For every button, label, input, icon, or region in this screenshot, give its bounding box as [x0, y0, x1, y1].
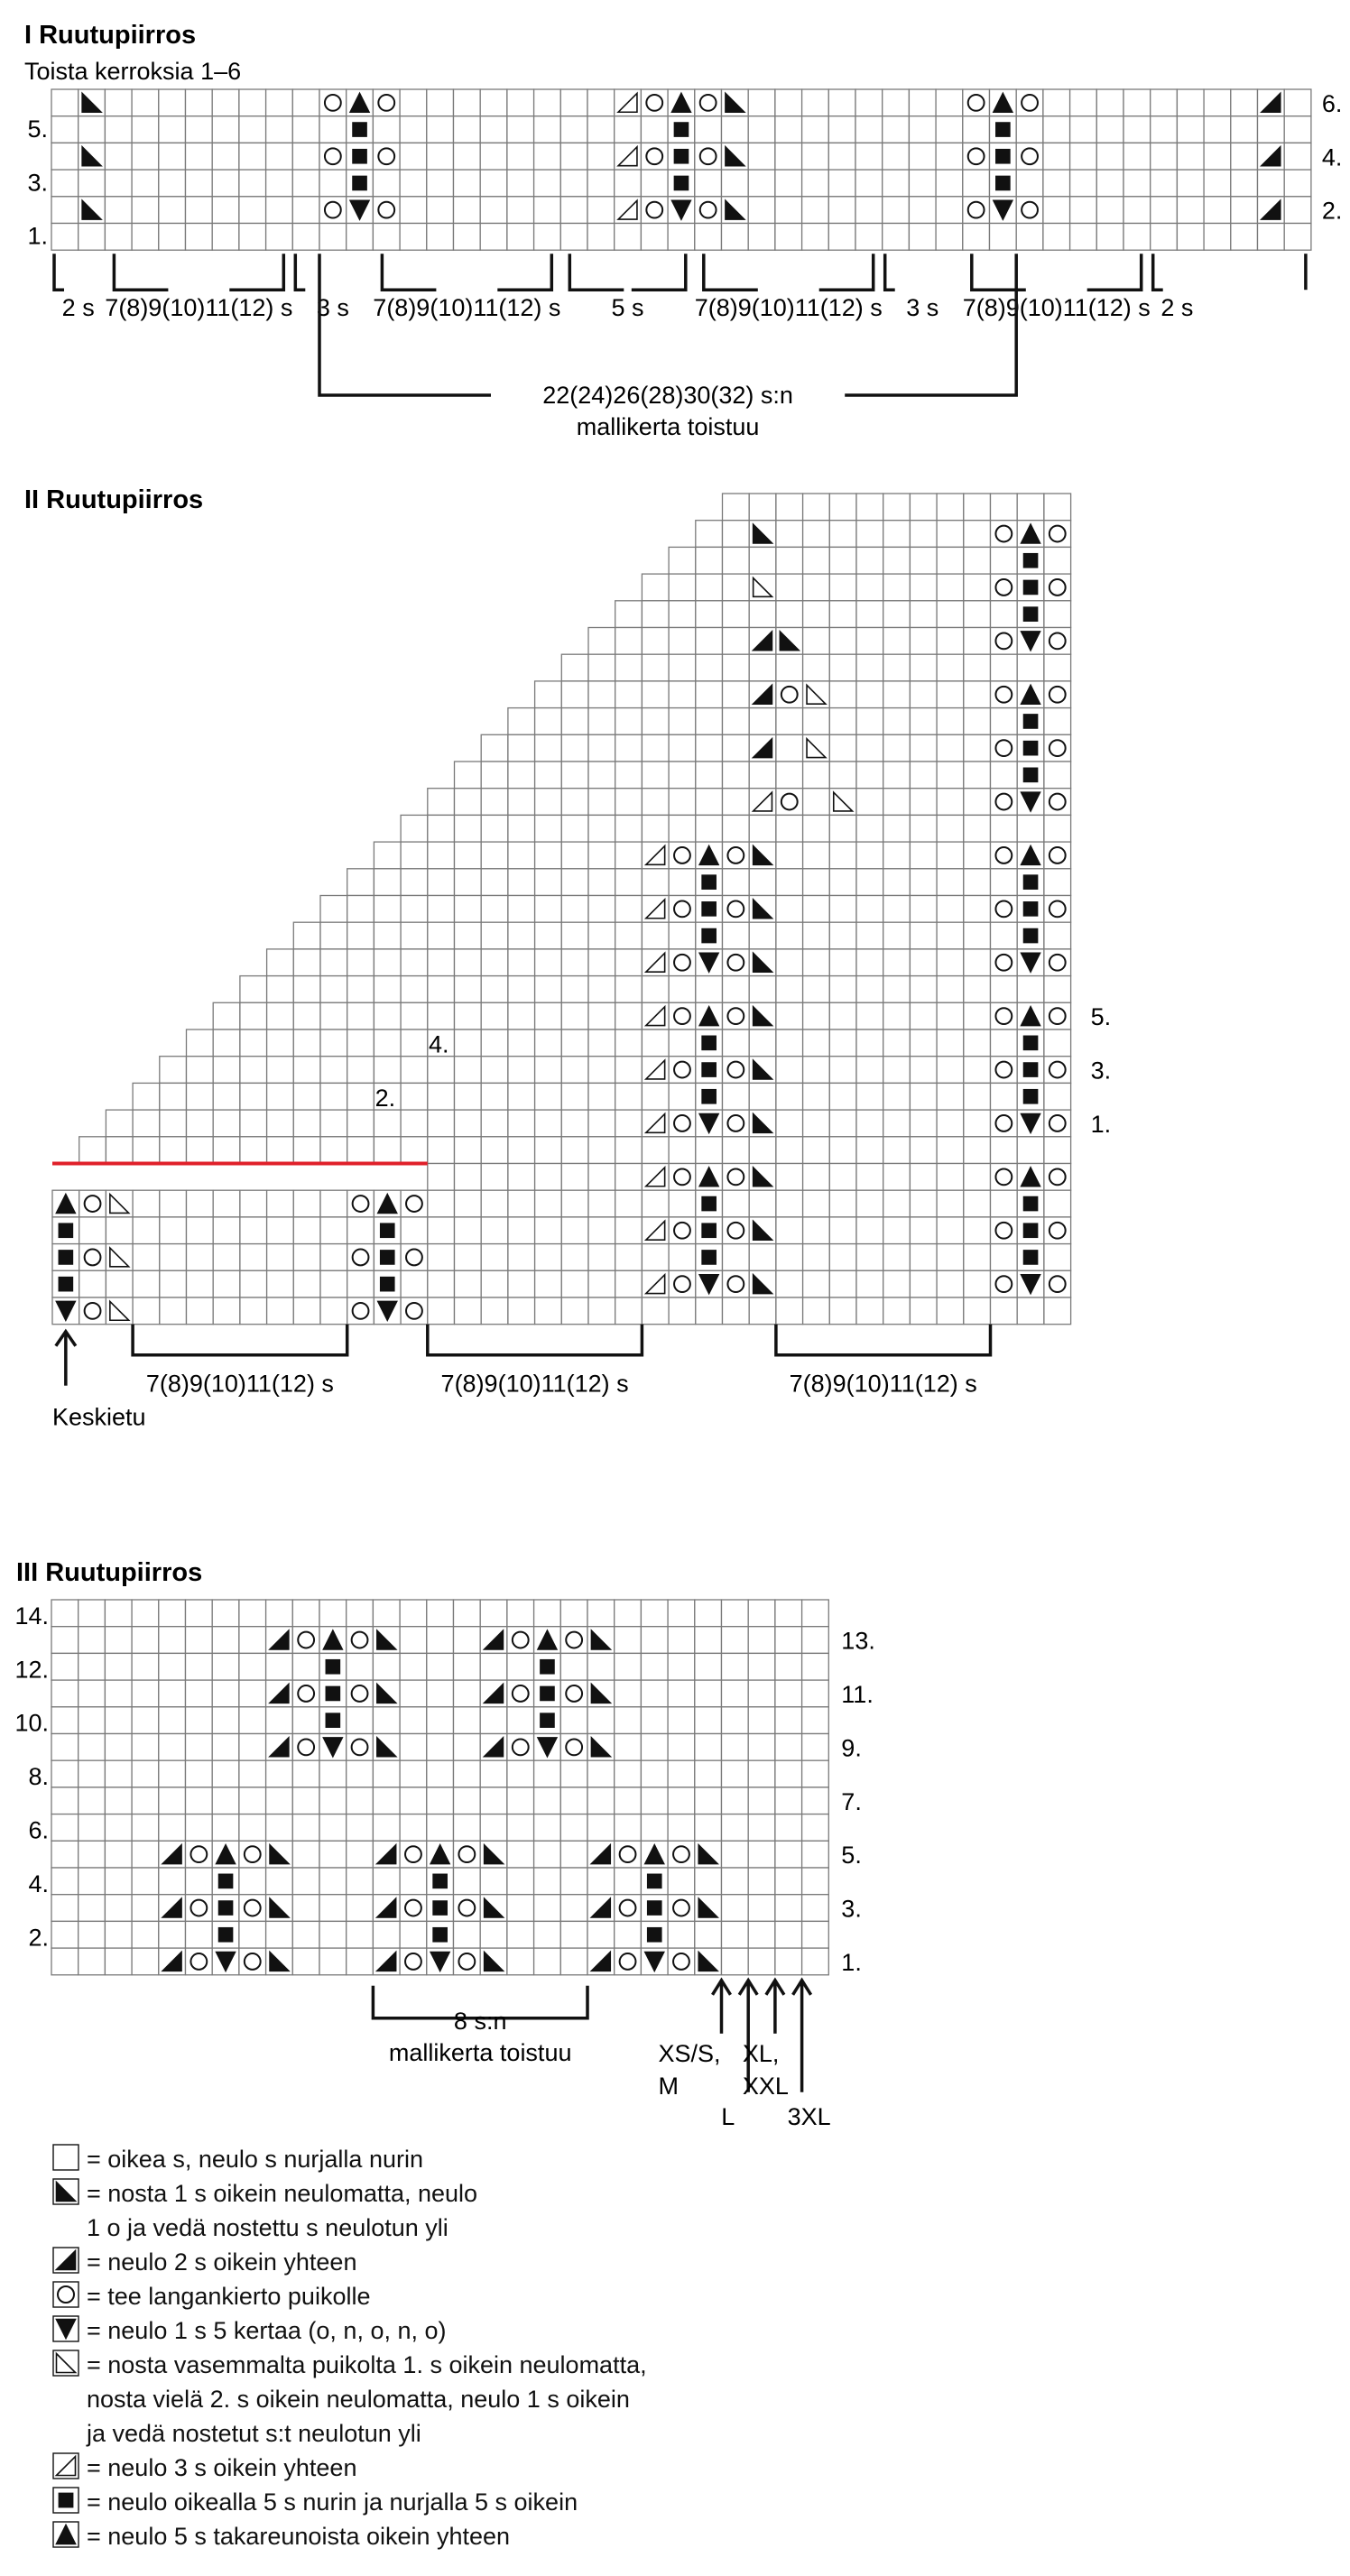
- chart3-grid-row: [51, 1760, 828, 1787]
- chart2-grid-row: [106, 1110, 1070, 1137]
- square-symbol: [674, 122, 689, 137]
- chart1-repeat-bracket: [316, 254, 491, 395]
- chart3-row-label: 12.: [14, 1656, 49, 1684]
- chart2-row-label: 2.: [374, 1085, 396, 1113]
- chart2-grid-row: [52, 1244, 1071, 1271]
- chart3-row-label: 3.: [841, 1895, 862, 1923]
- chart2-grid-row: [320, 896, 1071, 923]
- square-symbol: [1023, 1223, 1039, 1238]
- chart2-grid-row: [79, 1137, 1071, 1164]
- square-symbol: [701, 874, 717, 890]
- chart3-title: III Ruutupiirros: [16, 1558, 203, 1587]
- square-symbol: [432, 1927, 448, 1943]
- chart1-section-label: 3 s: [316, 294, 349, 321]
- legend-text: = neulo 1 s 5 kertaa (o, n, o, n, o): [87, 2317, 447, 2344]
- chart3-grid-row: [51, 1680, 828, 1707]
- square-symbol: [647, 1874, 662, 1889]
- chart2-grid-row: [267, 949, 1071, 976]
- square-symbol: [1023, 768, 1039, 783]
- chart3-grid-row: [51, 1627, 828, 1654]
- square-symbol: [1023, 928, 1039, 944]
- chart2-title: II Ruutupiirros: [24, 485, 204, 514]
- chart1-row-label: 1.: [27, 222, 48, 250]
- square-symbol: [59, 1277, 74, 1292]
- square-symbol: [326, 1659, 341, 1675]
- chart3-row-label: 4.: [28, 1870, 49, 1897]
- chart3-row-label: 2.: [28, 1924, 49, 1952]
- chart2-grid-row: [52, 1190, 1071, 1217]
- chart3-repeat-count: 8 s:n: [453, 2007, 507, 2035]
- chart2-grid-row: [642, 574, 1070, 601]
- chart1-repeat-bracket: [845, 254, 1016, 395]
- square-symbol: [701, 901, 717, 917]
- chart2-grid-row: [293, 922, 1070, 949]
- chart3-row-label: 10.: [14, 1709, 49, 1737]
- square-symbol: [1023, 741, 1039, 756]
- square-symbol: [701, 928, 717, 944]
- square-symbol: [647, 1927, 662, 1943]
- square-symbol: [432, 1874, 448, 1889]
- legend-item: [52, 2176, 774, 2211]
- chart1-row-label: 5.: [27, 115, 48, 143]
- chart2-row-label: 1.: [1090, 1110, 1112, 1138]
- legend-text: = neulo 5 s takareunoista oikein yhteen: [87, 2523, 511, 2550]
- chart2-grid-row: [508, 708, 1071, 735]
- chart2-grid-row: [52, 1217, 1071, 1244]
- chart1-repeat-count: 22(24)26(28)30(32) s:n: [542, 382, 793, 409]
- chart3-row-label: 14.: [14, 1602, 49, 1630]
- square-symbol: [701, 1089, 717, 1104]
- skp-icon: [52, 2178, 79, 2205]
- square-symbol: [380, 1223, 395, 1238]
- chart3-size-label: M: [658, 2072, 679, 2100]
- chart2-grid-row: [401, 815, 1071, 842]
- chart2-grid-row: [455, 762, 1071, 789]
- legend-item: [52, 2485, 774, 2519]
- chart2-grid-row: [428, 789, 1071, 816]
- chart1-bracket: [114, 254, 168, 290]
- square-symbol: [701, 1036, 717, 1051]
- chart2-grid-row: [52, 1270, 1071, 1297]
- legend-text: = nosta 1 s oikein neulomatta, neulo: [87, 2180, 478, 2207]
- square-symbol: [674, 176, 689, 191]
- up-icon: [52, 2521, 79, 2548]
- chart2-row-label: 4.: [428, 1030, 449, 1058]
- chart1-section-label: 7(8)9(10)11(12) s: [105, 294, 293, 321]
- legend-text: = oikea s, neulo s nurjalla nurin: [87, 2146, 423, 2173]
- chart3-size-label: XXL: [742, 2072, 789, 2100]
- chart1-bracket: [819, 254, 874, 290]
- square-symbol: [995, 122, 1011, 137]
- square-symbol: [352, 149, 367, 164]
- square-symbol: [218, 1900, 234, 1916]
- legend-text-continued: nosta vielä 2. s oikein neulomatta, neulo 1 s oikein: [87, 2386, 630, 2413]
- chart2-grid-row: [723, 494, 1071, 521]
- yo-icon: [52, 2281, 79, 2308]
- legend-text: = neulo 3 s oikein yhteen: [87, 2454, 357, 2481]
- chart2-bracket: [133, 1325, 347, 1355]
- legend-item: [52, 2348, 774, 2382]
- chart1-bracket: [1087, 254, 1142, 290]
- chart2-grid-row: [52, 1297, 1071, 1325]
- chart2-grid-row: [669, 547, 1071, 574]
- chart2-grid-row: [588, 628, 1071, 655]
- legend-item: [52, 2451, 774, 2485]
- chart2-grid-row: [240, 976, 1071, 1003]
- square-symbol: [326, 1686, 341, 1702]
- square-symbol: [701, 1223, 717, 1238]
- square-symbol: [647, 1900, 662, 1916]
- chart3-size-label: XS/S,: [658, 2039, 721, 2067]
- chart1-section-label: 2 s: [61, 294, 95, 321]
- chart1-row-label: 6.: [1321, 89, 1343, 117]
- chart2-grid-row: [561, 654, 1070, 681]
- chart2-grid-row: [535, 681, 1071, 708]
- square-symbol: [1023, 1036, 1039, 1051]
- square-symbol: [380, 1250, 395, 1265]
- square-symbol: [1023, 901, 1039, 917]
- chart1-bracket: [382, 254, 436, 290]
- chart3-row-label: 6.: [28, 1816, 49, 1844]
- legend-item: [52, 2142, 774, 2176]
- chart2-bracket: [428, 1325, 643, 1355]
- square-symbol: [995, 149, 1011, 164]
- chart3-size-label: XL,: [742, 2039, 780, 2067]
- chart1-section-label: 5 s: [611, 294, 644, 321]
- chart3-row-label: 11.: [841, 1680, 874, 1708]
- square-symbol: [1023, 553, 1039, 568]
- square-symbol: [1023, 1250, 1039, 1265]
- square-symbol: [59, 1250, 74, 1265]
- chart2-grid-row: [481, 734, 1070, 762]
- chart1-repeat-text: mallikerta toistuu: [576, 413, 760, 440]
- chart1-section-label: 7(8)9(10)11(12) s: [962, 294, 1151, 321]
- chart2-row-label: 5.: [1090, 1003, 1112, 1031]
- square-symbol: [674, 149, 689, 164]
- chart2-grid-row: [696, 521, 1071, 548]
- chart3-size-label: 3XL: [787, 2102, 831, 2130]
- chart3-row-label: 8.: [28, 1763, 49, 1791]
- chart2-grid-row: [133, 1083, 1071, 1113]
- chart1-bracket: [295, 254, 305, 290]
- square-icon: [52, 2487, 79, 2514]
- legend-text: = neulo oikealla 5 s nurin ja nurjalla 5 s oikein: [87, 2488, 578, 2516]
- legend-text: = tee langankierto puikolle: [87, 2283, 371, 2310]
- square-symbol: [218, 1874, 234, 1889]
- chart1-section-label: 2 s: [1160, 294, 1194, 321]
- chart1-bracket: [497, 254, 551, 290]
- square-symbol: [540, 1659, 555, 1675]
- chart3-grid-row: [51, 1734, 828, 1761]
- legend-item: [52, 2519, 774, 2553]
- square-symbol: [540, 1713, 555, 1728]
- chart3-repeat-text: mallikerta toistuu: [388, 2038, 572, 2066]
- square-symbol: [701, 1196, 717, 1212]
- chart1-section-label: 3 s: [906, 294, 939, 321]
- empty-icon: [52, 2144, 79, 2171]
- chart1-section-label: 7(8)9(10)11(12) s: [694, 294, 883, 321]
- chart1-bracket: [1153, 254, 1163, 290]
- legend-item: [52, 2313, 774, 2348]
- chart1-row-label: 2.: [1321, 197, 1343, 225]
- legend-text: = nosta vasemmalta puikolta 1. s oikein neulomatta,: [87, 2351, 647, 2378]
- k3tog-icon: [52, 2452, 79, 2479]
- legend-item: [52, 2245, 774, 2279]
- square-symbol: [1023, 1062, 1039, 1077]
- chart2-grid-row: [187, 1029, 1071, 1057]
- square-symbol: [1023, 606, 1039, 622]
- chart3-row-label: 5.: [841, 1842, 862, 1870]
- chart1-row-label: 3.: [27, 169, 48, 197]
- chart2-bottom-label: 7(8)9(10)11(12) s: [145, 1370, 334, 1398]
- chart1-bracket: [632, 254, 686, 290]
- square-symbol: [380, 1277, 395, 1292]
- square-symbol: [1023, 1196, 1039, 1212]
- chart2-grid-row: [374, 842, 1070, 869]
- legend-item: [52, 2279, 774, 2313]
- chart1-bracket: [885, 254, 895, 290]
- square-symbol: [701, 1250, 717, 1265]
- chart1-row-label: 4.: [1321, 143, 1343, 171]
- chart3-grid-row: [51, 1653, 828, 1680]
- chart3-row-label: 1.: [841, 1948, 862, 1976]
- square-symbol: [1023, 1089, 1039, 1104]
- square-symbol: [352, 176, 367, 191]
- chart2-grid-row: [428, 1164, 1071, 1191]
- chart2-bottom-label: 7(8)9(10)11(12) s: [440, 1370, 629, 1398]
- chart2-grid-row: [213, 1002, 1070, 1029]
- square-symbol: [1023, 580, 1039, 596]
- chart2-row-label: 3.: [1090, 1057, 1112, 1085]
- square-symbol: [352, 122, 367, 137]
- chart1-bracket: [569, 254, 624, 290]
- chart1-bracket: [54, 254, 64, 290]
- chart2-bracket: [776, 1325, 991, 1355]
- chart3-size-label: L: [721, 2102, 735, 2130]
- square-symbol: [1023, 874, 1039, 890]
- legend-text-continued: 1 o ja vedä nostettu s neulotun yli: [87, 2214, 448, 2241]
- chart3-grid-row: [51, 1707, 828, 1734]
- chart1-grid-row: [51, 224, 1311, 251]
- chart1-subtitle: Toista kerroksia 1–6: [24, 58, 242, 85]
- square-symbol: [540, 1686, 555, 1702]
- chart3-grid-row: [51, 1600, 828, 1627]
- square-symbol: [1023, 714, 1039, 729]
- k2tog-icon: [52, 2247, 79, 2274]
- legend-text: = neulo 2 s oikein yhteen: [87, 2248, 357, 2276]
- square-symbol: [432, 1900, 448, 1916]
- chart3-row-label: 13.: [841, 1627, 875, 1655]
- chart1-bracket: [229, 254, 283, 290]
- legend-text-continued: ja vedä nostetut s:t neulotun yli: [87, 2420, 421, 2447]
- symbol-legend: [52, 2142, 774, 2553]
- chart1-title: I Ruutupiirros: [24, 21, 197, 50]
- chart3-row-label: 7.: [841, 1787, 862, 1815]
- chart2-grid-row: [615, 601, 1071, 628]
- chart3-grid-row: [51, 1814, 828, 1842]
- square-symbol: [218, 1927, 234, 1943]
- square-symbol: [326, 1713, 341, 1728]
- chart2-grid-row: [160, 1057, 1071, 1084]
- chart1-section-label: 7(8)9(10)11(12) s: [373, 294, 561, 321]
- chart3-grid-row: [51, 1787, 828, 1814]
- chart3-row-label: 9.: [841, 1734, 862, 1762]
- five-icon: [52, 2315, 79, 2342]
- square-symbol: [59, 1223, 74, 1238]
- chart2-center-label: Keskietu: [52, 1403, 146, 1431]
- chart1-bracket: [704, 254, 758, 290]
- square-symbol: [701, 1062, 717, 1077]
- chart2-bottom-label: 7(8)9(10)11(12) s: [789, 1370, 977, 1398]
- square-symbol: [995, 176, 1011, 191]
- sk2p-icon: [52, 2350, 79, 2377]
